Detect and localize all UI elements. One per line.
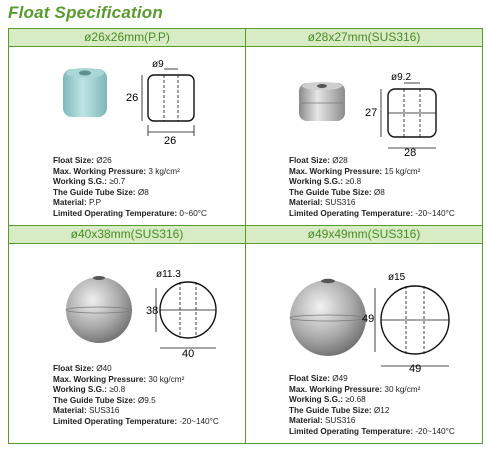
float-3-drawing — [156, 282, 216, 348]
float-2-dim-top: ø9.2 — [391, 72, 412, 83]
float-3-illustration — [9, 244, 245, 364]
float-3-specs — [53, 364, 219, 428]
float-2-dim-bottom: 28 — [404, 147, 417, 157]
spec-row: Working S.G.: ≥0.8 — [53, 385, 126, 395]
float-2-header: ø28x27mm(SUS316) — [246, 29, 482, 47]
spec-row: Working S.G.: ≥0.68 — [289, 395, 366, 405]
float-1-dim-side: 26 — [126, 92, 139, 104]
float-4-dim-top: ø15 — [388, 272, 406, 283]
spec-row: Working S.G.: ≥0.7 — [53, 177, 126, 187]
float-2-dim-side: 27 — [365, 107, 378, 119]
spec-row: Material: SUS316 — [289, 198, 356, 208]
float-3-photo — [66, 276, 132, 343]
float-4-specs — [289, 374, 455, 438]
float-4-dim-side: 49 — [362, 313, 375, 325]
page-title: Float Specification — [8, 3, 163, 22]
float-1-dim-top: ø9 — [152, 59, 164, 70]
spec-row: Float Size: Ø26 — [53, 156, 112, 165]
float-1-specs — [53, 156, 207, 220]
spec-row: Material: SUS316 — [289, 416, 356, 426]
float-4-header: ø49x49mm(SUS316) — [246, 226, 482, 244]
spec-row: Limited Operating Temperature: -20~140°C — [289, 208, 455, 218]
spec-table — [8, 28, 483, 444]
float-4-drawing — [375, 286, 449, 366]
float-3-cell — [9, 244, 245, 443]
spec-row: Limited Operating Temperature: -20~140°C — [289, 426, 455, 436]
float-2-photo — [299, 82, 345, 121]
float-1-illustration — [9, 47, 245, 157]
spec-row: Material: P.P — [53, 198, 102, 208]
spec-row: The Guide Tube Size: Ø8 — [53, 187, 149, 197]
spec-row: Material: SUS316 — [53, 406, 120, 416]
spec-row: Float Size: Ø49 — [289, 374, 348, 383]
float-1-cell — [9, 47, 245, 225]
spec-row: Working S.G.: ≥0.8 — [289, 177, 362, 187]
spec-row: Max. Working Pressure: 30 kg/cm² — [53, 374, 185, 384]
spec-row: Limited Operating Temperature: -20~140°C — [53, 416, 219, 426]
float-4-dim-bottom: 49 — [409, 363, 422, 374]
float-3-dim-top: ø11.3 — [156, 269, 181, 280]
float-1-drawing — [142, 69, 194, 136]
float-3-dim-bottom: 40 — [182, 348, 195, 360]
spec-row: The Guide Tube Size: Ø12 — [289, 405, 390, 415]
float-4-photo — [290, 279, 366, 356]
float-1-photo — [63, 68, 107, 117]
float-4-illustration — [246, 244, 482, 374]
spec-row: Float Size: Ø40 — [53, 364, 112, 373]
spec-row: Max. Working Pressure: 15 kg/cm² — [289, 166, 421, 176]
float-3-header: ø40x38mm(SUS316) — [9, 226, 245, 244]
spec-row: Max. Working Pressure: 3 kg/cm² — [53, 166, 180, 176]
spec-row: Float Size: Ø28 — [289, 156, 348, 165]
float-3-dim-side: 38 — [146, 305, 159, 317]
float-2-cell — [246, 47, 482, 225]
float-4-cell — [246, 244, 482, 443]
spec-row: The Guide Tube Size: Ø9.5 — [53, 395, 156, 405]
spec-row: The Guide Tube Size: Ø8 — [289, 187, 385, 197]
float-2-illustration — [246, 47, 482, 157]
float-1-header: ø26x26mm(P.P) — [9, 29, 245, 47]
spec-row: Max. Working Pressure: 30 kg/cm² — [289, 384, 421, 394]
float-2-drawing — [381, 83, 436, 148]
float-2-specs — [289, 156, 455, 220]
spec-row: Limited Operating Temperature: 0~60°C — [53, 208, 207, 218]
float-1-dim-bottom: 26 — [164, 135, 177, 147]
